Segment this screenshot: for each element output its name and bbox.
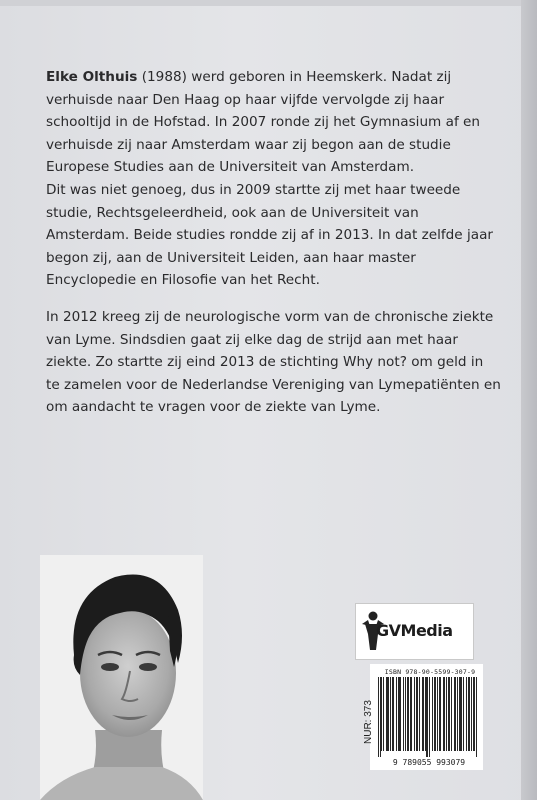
barcode-bar [388, 677, 389, 751]
barcode-bar [443, 677, 444, 751]
barcode-bar [380, 677, 381, 757]
barcode-bar [410, 677, 411, 751]
barcode-bar [390, 677, 391, 751]
barcode-bar [425, 677, 426, 751]
barcode-bar [440, 677, 441, 751]
barcode-bar [455, 677, 456, 751]
barcode-bar [381, 677, 382, 751]
barcode-bar [434, 677, 435, 751]
publisher-logo-text: GVMedia [376, 621, 453, 640]
barcode-bar [407, 677, 408, 751]
barcode-bar [416, 677, 417, 751]
barcode-bar [439, 677, 440, 751]
barcode-bar [387, 677, 388, 751]
barcode-bar [378, 677, 379, 757]
barcode-bar [459, 677, 460, 751]
barcode-bar [466, 677, 467, 751]
bio-paragraph-3: In 2012 kreeg zij de neurologische vorm van de chronische ziekte van Lyme. Sindsdien gaat zij elke dag de strijd aan met haar ziekte. Zo startte zij eind 2013 de stichting Why not? om geld in te zamelen voor de Nederlandse Vereniging van Lymepatiënten en om aandacht te vragen voor de ziekte van Lyme. [46, 308, 501, 416]
barcode-bar [398, 677, 399, 751]
author-bio [46, 66, 501, 419]
barcode-bar [414, 677, 415, 751]
barcode-bar [448, 677, 449, 751]
barcode-bar [386, 677, 387, 751]
barcode-bar [432, 677, 433, 751]
barcode-bar [422, 677, 423, 751]
barcode-bar [403, 677, 404, 751]
barcode-bar [469, 677, 470, 751]
barcode-bar [460, 677, 461, 751]
barcode-bar [473, 677, 474, 751]
barcode [378, 677, 478, 757]
bio-paragraph-1-text: (1988) werd geboren in Heemskerk. Nadat zij verhuisde naar Den Haag op haar vijfde vervolgde zij haar schooltijd in de Hofstad. In 2007 ronde zij het Gymnasium af en verhuisde zij naar Amsterdam waar zij begon aan de studie Europese Studies aan de Universiteit van Amsterdam. [46, 69, 481, 176]
barcode-bar [446, 677, 447, 751]
barcode-bar [426, 677, 427, 757]
barcode-bar [423, 677, 424, 751]
barcode-bar [408, 677, 409, 751]
barcode-bar [419, 677, 420, 751]
spine-edge [521, 0, 537, 800]
barcode-bar [411, 677, 412, 751]
barcode-bar [476, 677, 477, 757]
author-name: Elke Olthuis [46, 69, 138, 85]
nur-code: NUR: 373 [363, 700, 374, 744]
barcode-bar [399, 677, 400, 751]
author-portrait [40, 555, 203, 800]
barcode-bar [396, 677, 397, 751]
publisher-logo [355, 603, 474, 660]
author-photo [40, 555, 203, 800]
barcode-bar [468, 677, 469, 751]
barcode-bar [437, 677, 438, 751]
barcode-bar [383, 677, 384, 751]
barcode-bar [429, 677, 430, 757]
barcode-bar [417, 677, 418, 751]
barcode-bar [449, 677, 450, 751]
bio-paragraph-1 [46, 66, 501, 179]
barcode-bar [405, 677, 406, 751]
barcode-bar [427, 677, 428, 757]
barcode-bar [435, 677, 436, 751]
barcode-bar [444, 677, 445, 751]
barcode-bar [474, 677, 475, 751]
top-edge [0, 0, 537, 6]
barcode-bar [392, 677, 393, 751]
bio-paragraph-2: Dit was niet genoeg, dus in 2009 startte zij met haar tweede studie, Rechtsgeleerdheid, ook aan de Universiteit van Amsterdam. Beide studies rondde zij af in 2013. In dat zelfde jaar begon zij, aan de Universiteit Leiden, aan haar master Encyclopedie en Filosofie van het Recht. [46, 181, 494, 289]
barcode-bar [471, 677, 472, 751]
barcode-bar [461, 677, 462, 751]
barcode-bar [393, 677, 394, 751]
barcode-bar [463, 677, 464, 751]
barcode-bar [454, 677, 455, 751]
barcode-bar [451, 677, 452, 751]
barcode-bar [457, 677, 458, 751]
isbn-number: ISBN 978-90-5599-307-9 [384, 668, 476, 676]
barcode-digits: 9 789055 993079 [392, 758, 466, 767]
barcode-bar [400, 677, 401, 751]
